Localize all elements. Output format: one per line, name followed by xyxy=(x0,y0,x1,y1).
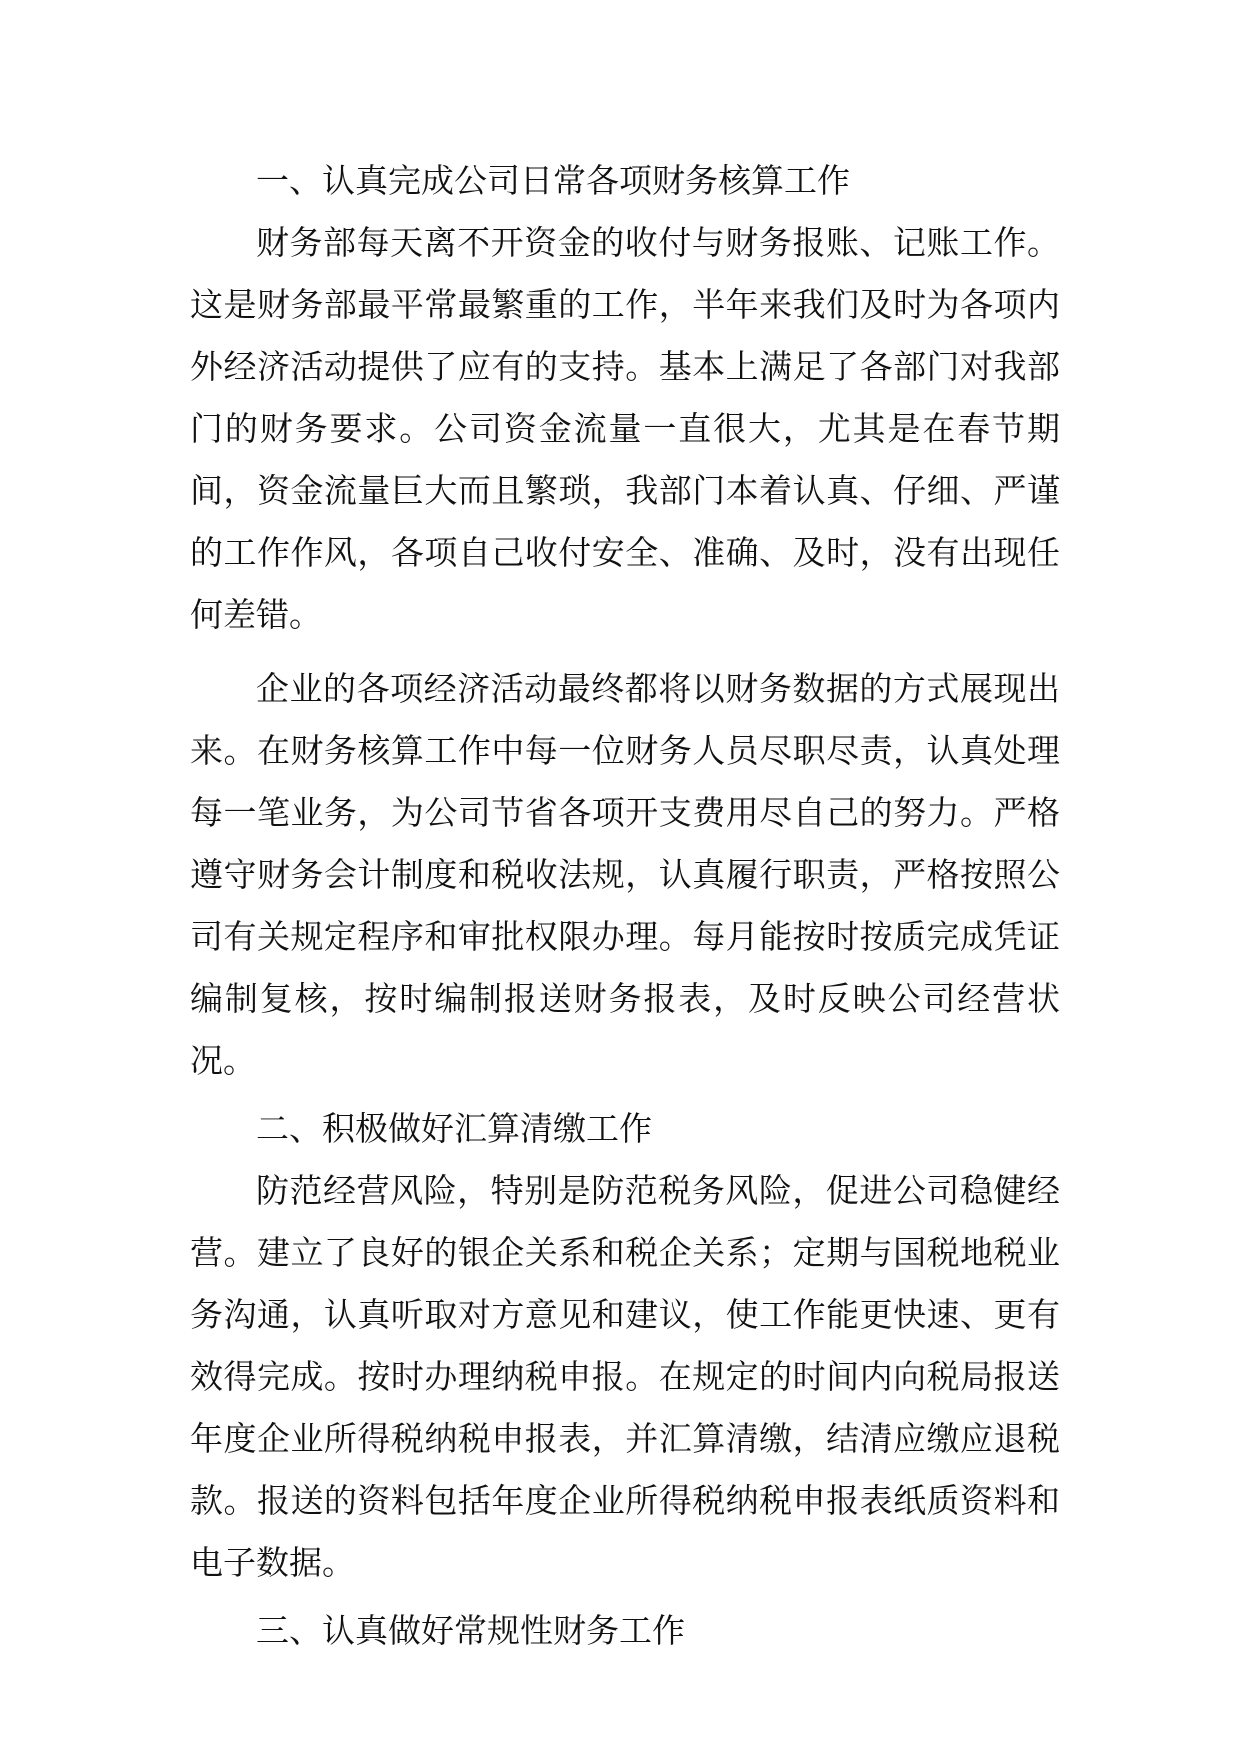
paragraph-2: 企业的各项经济活动最终都将以财务数据的方式展现出来。在财务核算工作中每一位财务人员尽职尽责，认真处理每一笔业务，为公司节省各项开支费用尽自己的努力。严格遵守财务会计制度和税收法规，认真履行职责，严格按照公司有关规定程序和审批权限办理。每月能按时按质完成凭证编制复核，按时编制报送财务报表，及时反映公司经营状况。 xyxy=(190,669,1060,1080)
document-page xyxy=(190,150,1060,1662)
section-heading-1: 一、认真完成公司日常各项财务核算工作 xyxy=(256,161,850,200)
section-heading-3: 三、认真做好常规性财务工作 xyxy=(256,1611,685,1650)
section-heading-2: 二、积极做好汇算清缴工作 xyxy=(256,1109,652,1148)
paragraph-1: 财务部每天离不开资金的收付与财务报账、记账工作。这是财务部最平常最繁重的工作，半年来我们及时为各项内外经济活动提供了应有的支持。基本上满足了各部门对我部门的财务要求。公司资金流量一直很大，尤其是在春节期间，资金流量巨大而且繁琐，我部门本着认真、仔细、严谨的工作作风，各项自己收付安全、准确、及时，没有出现任何差错。 xyxy=(190,223,1060,634)
paragraph-3: 防范经营风险，特别是防范税务风险，促进公司稳健经营。建立了良好的银企关系和税企关系；定期与国税地税业务沟通，认真听取对方意见和建议，使工作能更快速、更有效得完成。按时办理纳税申报。在规定的时间内向税局报送年度企业所得税纳税申报表，并汇算清缴，结清应缴应退税款。报送的资料包括年度企业所得税纳税申报表纸质资料和电子数据。 xyxy=(190,1171,1060,1582)
